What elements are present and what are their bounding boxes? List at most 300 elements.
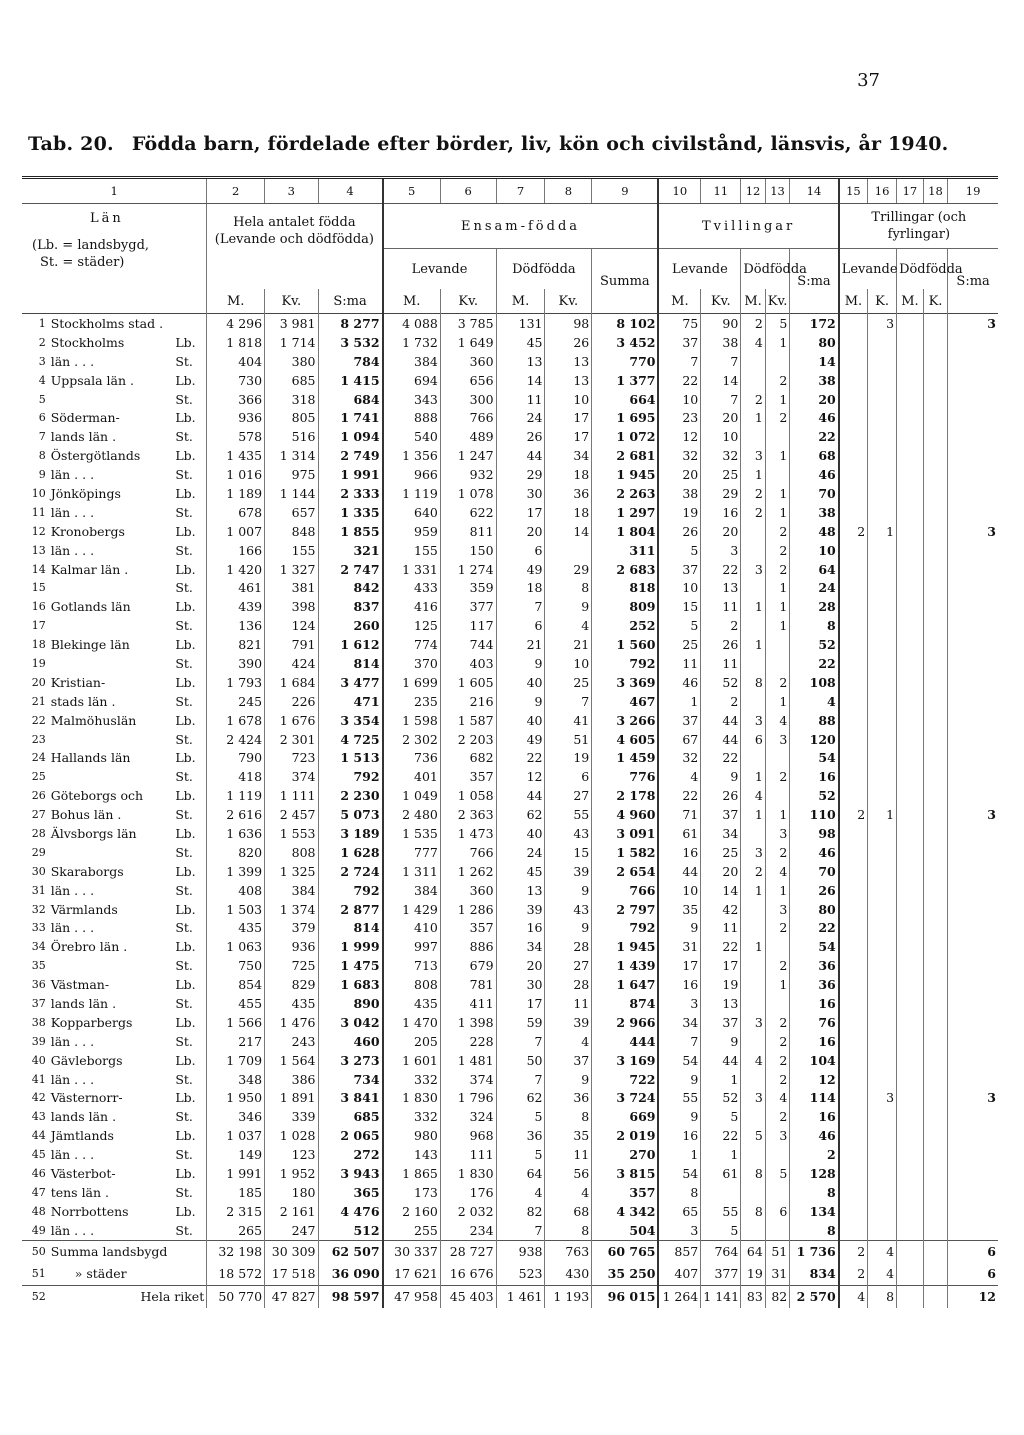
value-cell [897, 1164, 924, 1183]
row-number: 23 [31, 732, 46, 746]
value-cell: 2 [839, 1263, 868, 1286]
value-cell: 523 [496, 1263, 545, 1286]
value-cell: 13 [701, 994, 741, 1013]
county-name [49, 578, 174, 597]
value-cell: 504 [592, 1221, 659, 1240]
value-cell [868, 1032, 897, 1051]
value-cell [897, 730, 924, 749]
value-cell: 374 [265, 767, 318, 786]
value-cell [948, 1164, 998, 1183]
value-cell: 5 [658, 541, 700, 560]
value-cell: 1 [765, 616, 789, 635]
value-cell: 17 [545, 408, 592, 427]
value-cell [868, 654, 897, 673]
value-cell: 1 649 [440, 333, 496, 352]
value-cell: 1 796 [440, 1089, 496, 1108]
value-cell: 1 461 [496, 1285, 545, 1308]
value-cell: 51 [765, 1240, 789, 1263]
area-type: St. [175, 807, 193, 823]
value-cell [948, 1221, 998, 1240]
value-cell: 64 [790, 560, 839, 579]
value-cell: 1 420 [207, 560, 265, 579]
value-cell [868, 1013, 897, 1032]
area-type: St. [175, 504, 193, 520]
row-number: 19 [31, 656, 46, 670]
table-row [22, 1145, 998, 1164]
dodfodda-header: Dödfödda [496, 249, 592, 290]
value-cell [923, 1032, 947, 1051]
table-title: Födda barn, fördelade efter börder, liv, kön och civilstånd, länsvis, år 1940. [131, 133, 949, 155]
table-row [22, 1089, 998, 1108]
value-cell [948, 578, 998, 597]
value-cell: 19 [701, 975, 741, 994]
value-cell [923, 824, 947, 843]
lan-legend-1: (Lb. = landsbygd, [32, 238, 150, 253]
area-type: St. [175, 1033, 193, 1049]
value-cell [839, 1145, 868, 1164]
value-cell: 26 [496, 427, 545, 446]
value-cell: 17 [701, 956, 741, 975]
value-cell [868, 1164, 897, 1183]
value-cell: 1 119 [383, 484, 441, 503]
value-cell [868, 484, 897, 503]
table-row [22, 748, 998, 767]
value-cell: 2 315 [207, 1202, 265, 1221]
value-cell: 9 [545, 919, 592, 938]
value-cell: 997 [383, 937, 441, 956]
value-cell: 22 [701, 937, 741, 956]
value-cell: 2 877 [318, 900, 383, 919]
value-cell: 226 [265, 692, 318, 711]
value-cell: 235 [383, 692, 441, 711]
value-cell: 205 [383, 1032, 441, 1051]
value-cell [741, 371, 765, 390]
value-cell: 1 601 [383, 1051, 441, 1070]
value-cell: 1 [741, 881, 765, 900]
table-number: Tab. 20. [28, 133, 114, 155]
value-cell: 32 198 [207, 1240, 265, 1263]
value-cell: 1 564 [265, 1051, 318, 1070]
value-cell: 3 [948, 314, 998, 333]
value-cell: 34 [496, 937, 545, 956]
value-cell: 17 518 [265, 1263, 318, 1286]
area-type: St. [175, 580, 193, 596]
table-row [22, 1070, 998, 1089]
value-cell: 685 [265, 371, 318, 390]
value-cell [948, 975, 998, 994]
value-cell [923, 1164, 947, 1183]
value-cell: 1 [741, 635, 765, 654]
value-cell [897, 578, 924, 597]
value-cell [839, 503, 868, 522]
value-cell: 1 049 [383, 786, 441, 805]
value-cell: 10 [701, 427, 741, 446]
value-cell: 2 301 [265, 730, 318, 749]
value-cell: 888 [383, 408, 441, 427]
value-cell [897, 484, 924, 503]
value-cell: 408 [207, 881, 265, 900]
row-number: 51 [31, 1267, 46, 1281]
value-cell: 64 [741, 1240, 765, 1263]
ensam-lev-kv: Kv. [440, 289, 496, 314]
value-cell [923, 484, 947, 503]
value-cell: 6 [765, 1202, 789, 1221]
value-cell: 2 749 [318, 446, 383, 465]
table-row [22, 560, 998, 579]
area-type: St. [175, 996, 193, 1011]
value-cell [839, 1013, 868, 1032]
value-cell: 245 [207, 692, 265, 711]
value-cell: 26 [658, 522, 700, 541]
value-cell: 975 [265, 465, 318, 484]
value-cell: 1 193 [545, 1285, 592, 1308]
page-title [28, 133, 1003, 155]
value-cell: 657 [265, 503, 318, 522]
value-cell: 38 [790, 371, 839, 390]
value-cell: 3 815 [592, 1164, 659, 1183]
table-row [22, 390, 998, 409]
value-cell: 3 189 [318, 824, 383, 843]
value-cell: 656 [440, 371, 496, 390]
value-cell: 357 [440, 767, 496, 786]
area-type: St. [175, 731, 193, 747]
value-cell: 404 [207, 352, 265, 371]
value-cell: 1 325 [265, 862, 318, 881]
value-cell [741, 900, 765, 919]
value-cell [897, 427, 924, 446]
value-cell: 32 [658, 748, 700, 767]
county-name: Gotlands län [50, 599, 131, 615]
county-name: län . . . [50, 542, 95, 558]
row-number: 42 [31, 1091, 46, 1105]
value-cell [839, 748, 868, 767]
value-cell: 3 [948, 805, 998, 824]
value-cell: 4 [839, 1285, 868, 1308]
value-cell [897, 635, 924, 654]
summa-header: Summa [592, 249, 659, 314]
value-cell: 47 827 [265, 1285, 318, 1308]
value-cell: 685 [318, 1107, 383, 1126]
value-cell: 1 736 [790, 1240, 839, 1263]
value-cell [765, 994, 789, 1013]
value-cell [868, 1202, 897, 1221]
value-cell [839, 1089, 868, 1108]
value-cell: 4 296 [207, 314, 265, 333]
value-cell: 3 [868, 314, 897, 333]
value-cell: 980 [383, 1126, 441, 1145]
value-cell: 20 [701, 862, 741, 881]
value-cell [923, 390, 947, 409]
value-cell: 31 [765, 1263, 789, 1286]
value-cell [897, 673, 924, 692]
county-name: stads län . [50, 693, 116, 709]
value-cell: 185 [207, 1183, 265, 1202]
value-cell: 2 747 [318, 560, 383, 579]
value-cell: 1 094 [318, 427, 383, 446]
area-type: St. [175, 429, 193, 445]
value-cell: 26 [545, 333, 592, 352]
value-cell: 12 [790, 1070, 839, 1089]
value-cell [868, 862, 897, 881]
value-cell: 2 263 [592, 484, 659, 503]
table-row [22, 900, 998, 919]
value-cell: 12 [658, 427, 700, 446]
value-cell: 62 507 [318, 1240, 383, 1263]
value-cell: 1 189 [207, 484, 265, 503]
value-cell: 357 [592, 1183, 659, 1202]
value-cell [839, 937, 868, 956]
value-cell [923, 371, 947, 390]
table-row [22, 522, 998, 541]
value-cell: 1 [741, 805, 765, 824]
value-cell: 1 741 [318, 408, 383, 427]
value-cell: 1 [765, 484, 789, 503]
value-cell [948, 597, 998, 616]
row-number: 12 [31, 524, 46, 538]
value-cell: 2 570 [790, 1285, 839, 1308]
value-cell: 82 [765, 1285, 789, 1308]
value-cell: 1 111 [265, 786, 318, 805]
value-cell [923, 635, 947, 654]
value-cell: 730 [207, 371, 265, 390]
value-cell: 25 [701, 465, 741, 484]
value-cell: 2 424 [207, 730, 265, 749]
value-cell [948, 1107, 998, 1126]
tr-lev-m: M. [839, 289, 868, 314]
value-cell: 1 470 [383, 1013, 441, 1032]
value-cell: 1 891 [265, 1089, 318, 1108]
value-cell: 1 [765, 881, 789, 900]
county-name: Jämtlands [50, 1128, 114, 1144]
value-cell: 1 476 [265, 1013, 318, 1032]
value-cell: 2 681 [592, 446, 659, 465]
value-cell: 17 [496, 503, 545, 522]
value-cell: 808 [265, 843, 318, 862]
value-cell: 15 [658, 597, 700, 616]
table-row [22, 541, 998, 560]
lan-label: Län [90, 211, 124, 226]
value-cell: 21 [545, 635, 592, 654]
ensam-header: Ensam-födda [383, 204, 659, 249]
value-cell: 966 [383, 465, 441, 484]
value-cell: 936 [265, 937, 318, 956]
value-cell: 2 019 [592, 1126, 659, 1145]
value-cell: 321 [318, 541, 383, 560]
summary-row [22, 1285, 998, 1308]
value-cell: 1 [741, 937, 765, 956]
area-type: St. [175, 958, 193, 974]
value-cell: 2 [765, 1032, 789, 1051]
value-cell: 30 309 [265, 1240, 318, 1263]
value-cell [765, 1145, 789, 1164]
value-cell: 1 865 [383, 1164, 441, 1183]
county-name: län . . . [50, 504, 95, 520]
value-cell: 16 [701, 503, 741, 522]
county-name: län . . . [50, 920, 95, 936]
value-cell: 1 945 [592, 937, 659, 956]
value-cell: 2 [765, 956, 789, 975]
value-cell [765, 654, 789, 673]
value-cell: 842 [318, 578, 383, 597]
value-cell: 252 [592, 616, 659, 635]
value-cell [923, 352, 947, 371]
value-cell [948, 1202, 998, 1221]
value-cell: 489 [440, 427, 496, 446]
value-cell: 1 818 [207, 333, 265, 352]
value-cell: 52 [701, 673, 741, 692]
value-cell [868, 786, 897, 805]
value-cell: 46 [790, 1126, 839, 1145]
table-row [22, 937, 998, 956]
value-cell [923, 465, 947, 484]
value-cell: 2 [741, 862, 765, 881]
value-cell: 265 [207, 1221, 265, 1240]
value-cell: 7 [701, 390, 741, 409]
area-type: Lb. [175, 712, 196, 728]
value-cell: 848 [265, 522, 318, 541]
value-cell: 430 [545, 1263, 592, 1286]
value-cell: 3 042 [318, 1013, 383, 1032]
value-cell: 1 [765, 975, 789, 994]
value-cell: 1 950 [207, 1089, 265, 1108]
county-name: Stockholms [50, 334, 125, 350]
value-cell [868, 1107, 897, 1126]
value-cell: 1 945 [592, 465, 659, 484]
value-cell: 6 [948, 1263, 998, 1286]
value-cell: 44 [701, 711, 741, 730]
value-cell: 938 [496, 1240, 545, 1263]
value-cell [765, 786, 789, 805]
value-cell [868, 578, 897, 597]
value-cell [868, 767, 897, 786]
value-cell [839, 1221, 868, 1240]
value-cell [868, 408, 897, 427]
value-cell: 44 [701, 1051, 741, 1070]
value-cell: 2 [790, 1145, 839, 1164]
value-cell: 814 [318, 654, 383, 673]
value-cell: 461 [207, 578, 265, 597]
county-name: Blekinge län [50, 637, 130, 653]
value-cell [897, 767, 924, 786]
value-cell: 2 [765, 541, 789, 560]
value-cell: 70 [790, 862, 839, 881]
value-cell: 14 [545, 522, 592, 541]
row-number: 37 [31, 997, 46, 1010]
value-cell: 14 [701, 881, 741, 900]
value-cell: 50 770 [207, 1285, 265, 1308]
value-cell [948, 1145, 998, 1164]
value-cell [868, 994, 897, 1013]
value-cell: 1 377 [592, 371, 659, 390]
value-cell [923, 1240, 947, 1263]
value-cell: 37 [658, 711, 700, 730]
area-type: St. [175, 769, 193, 785]
value-cell [701, 1183, 741, 1202]
value-cell: 763 [545, 1240, 592, 1263]
value-cell: 1 356 [383, 446, 441, 465]
county-name: lands län . [50, 429, 117, 445]
value-cell: 114 [790, 1089, 839, 1108]
value-cell: 34 [701, 824, 741, 843]
value-cell: 4 [658, 767, 700, 786]
value-cell: 829 [265, 975, 318, 994]
value-cell: 47 958 [383, 1285, 441, 1308]
value-cell: 1 007 [207, 522, 265, 541]
value-cell [897, 748, 924, 767]
row-number: 7 [38, 430, 46, 444]
value-cell: 217 [207, 1032, 265, 1051]
value-cell: 44 [701, 730, 741, 749]
value-cell [948, 956, 998, 975]
value-cell: 36 [790, 975, 839, 994]
value-cell: 22 [790, 919, 839, 938]
value-cell: 19 [658, 503, 700, 522]
value-cell: 255 [383, 1221, 441, 1240]
value-cell [868, 371, 897, 390]
value-cell: 32 [658, 446, 700, 465]
row-number: 16 [31, 600, 46, 614]
value-cell: 311 [592, 541, 659, 560]
value-cell: 29 [545, 560, 592, 579]
value-cell: 22 [701, 1126, 741, 1145]
county-name: Malmöhuslän [50, 712, 137, 728]
value-cell: 5 [701, 1221, 741, 1240]
value-cell: 460 [318, 1032, 383, 1051]
value-cell [897, 1089, 924, 1108]
value-cell: 781 [440, 975, 496, 994]
value-cell [868, 900, 897, 919]
value-cell [948, 560, 998, 579]
value-cell: 346 [207, 1107, 265, 1126]
value-cell [839, 1126, 868, 1145]
value-cell: 1 398 [440, 1013, 496, 1032]
value-cell: 7 [496, 1070, 545, 1089]
value-cell [923, 900, 947, 919]
value-cell [923, 560, 947, 579]
value-cell: 770 [592, 352, 659, 371]
value-cell: 874 [592, 994, 659, 1013]
value-cell [741, 427, 765, 446]
value-cell [765, 937, 789, 956]
value-cell: 8 277 [318, 314, 383, 333]
tv-lev-kv: Kv. [701, 289, 741, 314]
value-cell: 48 [790, 522, 839, 541]
value-cell [839, 352, 868, 371]
value-cell: 790 [207, 748, 265, 767]
value-cell: 155 [265, 541, 318, 560]
value-cell [765, 748, 789, 767]
row-number: 21 [31, 694, 46, 708]
value-cell [897, 597, 924, 616]
value-cell: 1 830 [383, 1089, 441, 1108]
value-cell: 11 [545, 1145, 592, 1164]
value-cell: 1 566 [207, 1013, 265, 1032]
value-cell: 384 [383, 881, 441, 900]
value-cell [868, 843, 897, 862]
area-type: Lb. [175, 901, 196, 917]
value-cell: 29 [701, 484, 741, 503]
value-cell: 1 078 [440, 484, 496, 503]
value-cell: 11 [701, 919, 741, 938]
value-cell: 38 [701, 333, 741, 352]
value-cell: 2 [765, 371, 789, 390]
county-name: Gävleborgs [50, 1052, 123, 1068]
row-number: 39 [31, 1034, 46, 1048]
table-row [22, 975, 998, 994]
value-cell: 3 [658, 1221, 700, 1240]
value-cell: 44 [496, 446, 545, 465]
value-cell: 149 [207, 1145, 265, 1164]
